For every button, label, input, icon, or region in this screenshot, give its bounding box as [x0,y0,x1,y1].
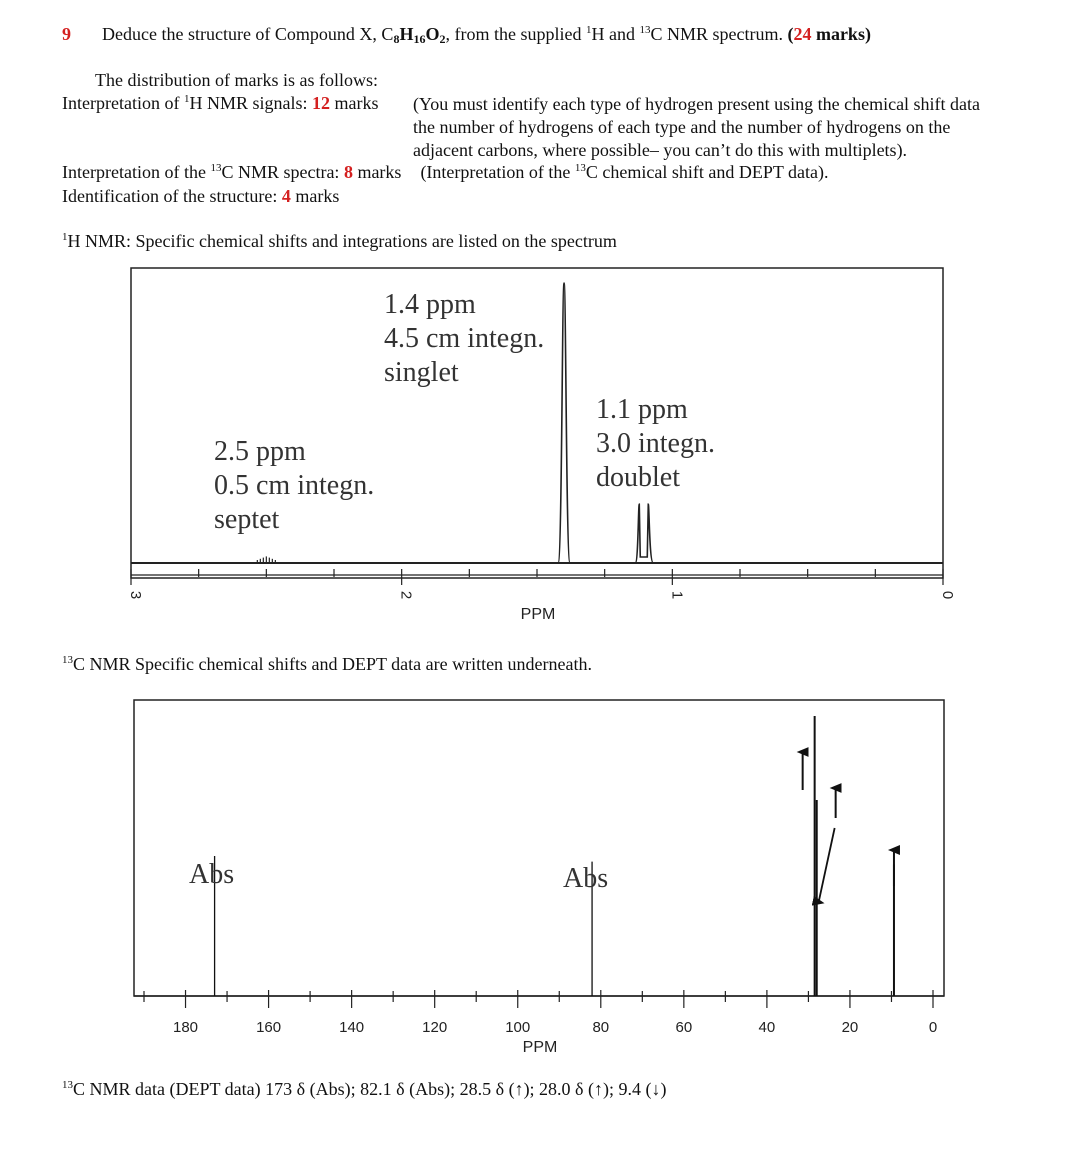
c-axis-tick-label: 0 [928,1019,938,1036]
h-septet-multiplicity: septet [214,504,280,535]
h-doublet-ppm: 1.1 ppm [596,394,688,425]
h-nmr-heading: $^1$H NMR: Specific chemical shifts and integrations are listed on the spectrum [62,231,617,251]
h-axis-tick-label: 0 [939,590,956,600]
c-axis-tick-label: 120 [422,1019,448,1036]
c-nmr-frame [134,700,944,996]
h-septet-ppm: 2.5 ppm [214,436,306,467]
distribution-row-1-desc: (You must identify each type of hydrogen present using the chemical shift data the number of hydrogens of each type and the number of hydrogens on the adjacent carbons, where possible– you can’t do this with multiplets). [413,94,981,160]
c-nmr-spectrum [0,690,1080,1060]
c-axis-tick-label: 160 [256,1019,282,1036]
h-axis-tick-label: 3 [127,590,144,600]
c-axis-tick-label: 80 [592,1019,610,1036]
h-peak-label-doublet [596,393,715,495]
distribution-heading: The distribution of marks is as follows: [95,70,378,90]
h-nmr-septet [257,556,275,563]
h-nmr-ticks [127,569,956,599]
h-singlet-multiplicity: singlet [384,357,459,388]
c-peak-label-abs-82: Abs [563,863,609,894]
c-axis-tick-label: 60 [675,1019,693,1036]
c-axis-tick-label: 40 [758,1019,776,1036]
h-doublet-multiplicity: doublet [596,462,680,493]
h-peak-label-septet [214,435,374,537]
c-nmr-data-line: $^{13}$C NMR data (DEPT data) 173 δ (Abs); 82.1 δ (Abs); 28.5 δ (↑); 28.0 δ (↑); 9.4 (↓) [62,1079,667,1099]
question-number: 9 [62,24,71,44]
h-nmr-xlabel: PPM [520,606,556,623]
distribution-row-2: Interpretation of the $^{13}$C NMR spectra: 8 marks (Interpretation of the $^{13}$C chemical shift and DEPT data). [62,162,829,182]
distribution-row-1: Interpretation of $^1$H NMR signals: 12 marks [62,93,379,113]
c-axis-tick-label: 20 [841,1019,859,1036]
h-doublet-integration: 3.0 integn. [596,428,715,459]
h-singlet-integration: 4.5 cm integn. [384,323,545,354]
c-axis-tick-label: 180 [173,1019,199,1036]
h-axis-tick-label: 1 [668,590,686,600]
dept-down-arrow-icon [819,828,835,902]
c-nmr-ticks [144,990,937,1036]
h-singlet-ppm: 1.4 ppm [384,289,476,320]
h-septet-integration: 0.5 cm integn. [214,470,375,501]
question-header [62,24,871,47]
question-text: Deduce the structure of Compound X, C8H16O2, from the supplied $^1$H and $^{13}$C NMR spectrum. (24 marks) [102,24,871,46]
c-nmr-xlabel: PPM [522,1039,558,1056]
h-peak-label-singlet [384,288,544,390]
c-nmr-heading: $^{13}$C NMR Specific chemical shifts and DEPT data are written underneath. [62,654,593,674]
c-axis-tick-label: 140 [339,1019,365,1036]
c-nmr-peaks [215,716,894,996]
c-peak-label-abs-173: Abs [189,859,235,890]
h-axis-tick-label: 2 [397,590,415,600]
distribution-row-3: Identification of the structure: 4 marks [62,186,340,206]
c-axis-tick-label: 100 [505,1019,531,1036]
